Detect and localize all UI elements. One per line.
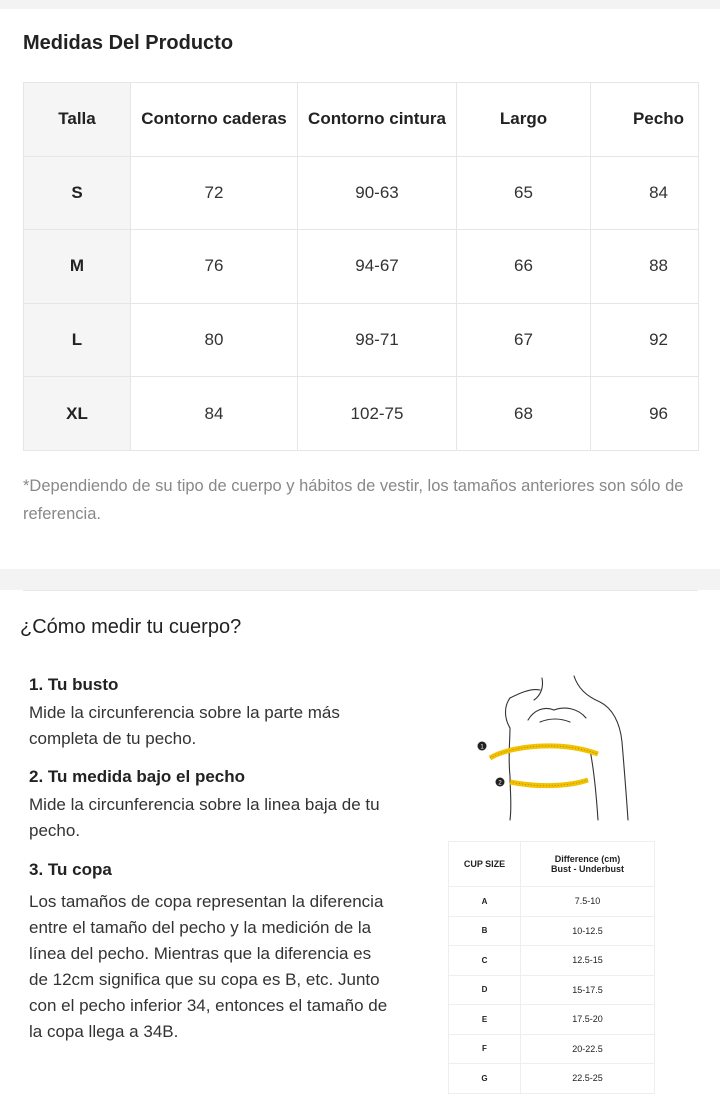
size-label: XL xyxy=(24,377,131,451)
cup-size-table xyxy=(448,841,655,1094)
size-label: L xyxy=(24,303,131,377)
header-difference xyxy=(521,842,655,887)
cup-letter: G xyxy=(449,1064,521,1094)
cup-difference: 22.5-25 xyxy=(521,1064,655,1094)
body-measurement-illustration xyxy=(470,670,640,830)
table-cell: 90-63 xyxy=(298,156,457,230)
cup-difference: 10-12.5 xyxy=(521,916,655,946)
table-cell: 72 xyxy=(131,156,298,230)
top-separator-band xyxy=(0,0,720,9)
table-row xyxy=(449,887,655,917)
header-talla: Talla xyxy=(24,83,131,157)
marker-2 xyxy=(496,778,505,787)
table-row xyxy=(449,975,655,1005)
bust-tape xyxy=(490,746,598,758)
header-contorno-cintura: Contorno cintura xyxy=(298,83,457,157)
table-cell: 102-75 xyxy=(298,377,457,451)
table-row xyxy=(449,1064,655,1094)
cup-letter: A xyxy=(449,887,521,917)
cup-letter: C xyxy=(449,946,521,976)
table-row xyxy=(24,230,699,304)
table-row xyxy=(449,916,655,946)
table-row xyxy=(449,1005,655,1035)
step-underbust xyxy=(29,767,394,844)
table-row xyxy=(24,303,699,377)
cup-table-header-row xyxy=(449,842,655,887)
step-cup xyxy=(29,860,394,1045)
cup-difference: 17.5-20 xyxy=(521,1005,655,1035)
section-separator-band xyxy=(0,569,720,590)
table-cell: 94-67 xyxy=(298,230,457,304)
header-contorno-caderas: Contorno caderas xyxy=(131,83,298,157)
table-cell: 92 xyxy=(591,303,699,377)
table-row xyxy=(449,1034,655,1064)
header-difference-line-2: Bust - Underbust xyxy=(551,864,624,874)
table-cell: 96 xyxy=(591,377,699,451)
table-row xyxy=(449,946,655,976)
marker-1 xyxy=(478,742,487,751)
header-pecho: Pecho xyxy=(591,83,699,157)
header-largo: Largo xyxy=(457,83,591,157)
table-cell: 76 xyxy=(131,230,298,304)
step-heading: 2. Tu medida bajo el pecho xyxy=(29,767,246,786)
underbust-tape xyxy=(510,780,588,786)
size-label: M xyxy=(24,230,131,304)
size-label: S xyxy=(24,156,131,230)
cup-difference: 15-17.5 xyxy=(521,975,655,1005)
table-cell: 98-71 xyxy=(298,303,457,377)
cup-letter: E xyxy=(449,1005,521,1035)
size-table xyxy=(23,82,699,451)
table-cell: 65 xyxy=(457,156,591,230)
table-row xyxy=(24,377,699,451)
cup-letter: D xyxy=(449,975,521,1005)
size-table-header-row xyxy=(24,83,699,157)
step-text: Mide la circunferencia sobre la parte más completa de tu pecho. xyxy=(29,703,340,748)
cup-difference: 20-22.5 xyxy=(521,1034,655,1064)
table-cell: 84 xyxy=(591,156,699,230)
step-heading: 1. Tu busto xyxy=(29,675,119,694)
section-title-how-to-measure: ¿Cómo medir tu cuerpo? xyxy=(20,616,242,638)
reference-note: *Dependiendo de su tipo de cuerpo y hábitos de vestir, los tamaños anteriores son sólo de referencia. xyxy=(23,477,684,523)
table-cell: 68 xyxy=(457,377,591,451)
cup-difference: 12.5-15 xyxy=(521,946,655,976)
divider xyxy=(23,590,698,591)
cup-letter: B xyxy=(449,916,521,946)
step-heading: 3. Tu copa xyxy=(29,860,112,879)
table-row xyxy=(24,156,699,230)
step-bust xyxy=(29,675,394,752)
table-cell: 66 xyxy=(457,230,591,304)
marker-1-label: 1 xyxy=(480,744,484,751)
cup-letter: F xyxy=(449,1034,521,1064)
header-cup-size: CUP SIZE xyxy=(463,859,506,869)
marker-2-label: 2 xyxy=(498,780,502,787)
section-title-product-measurements: Medidas Del Producto xyxy=(23,32,234,54)
table-cell: 67 xyxy=(457,303,591,377)
table-cell: 84 xyxy=(131,377,298,451)
table-cell: 88 xyxy=(591,230,699,304)
cup-difference: 7.5-10 xyxy=(521,887,655,917)
step-text: Mide la circunferencia sobre la linea baja de tu pecho. xyxy=(29,795,380,840)
table-cell: 80 xyxy=(131,303,298,377)
header-difference-line-1: Difference (cm) xyxy=(554,854,621,864)
measure-steps xyxy=(29,675,394,1045)
step-text: Los tamaños de copa representan la diferencia entre el tamaño del pecho y la medición de la línea del pecho. Mientras que la diferencia es de 12cm significa que su copa es B, etc. Junto con el pecho inferior 34, entonces el tamaño de la copa llega a 34B. xyxy=(29,892,388,1041)
